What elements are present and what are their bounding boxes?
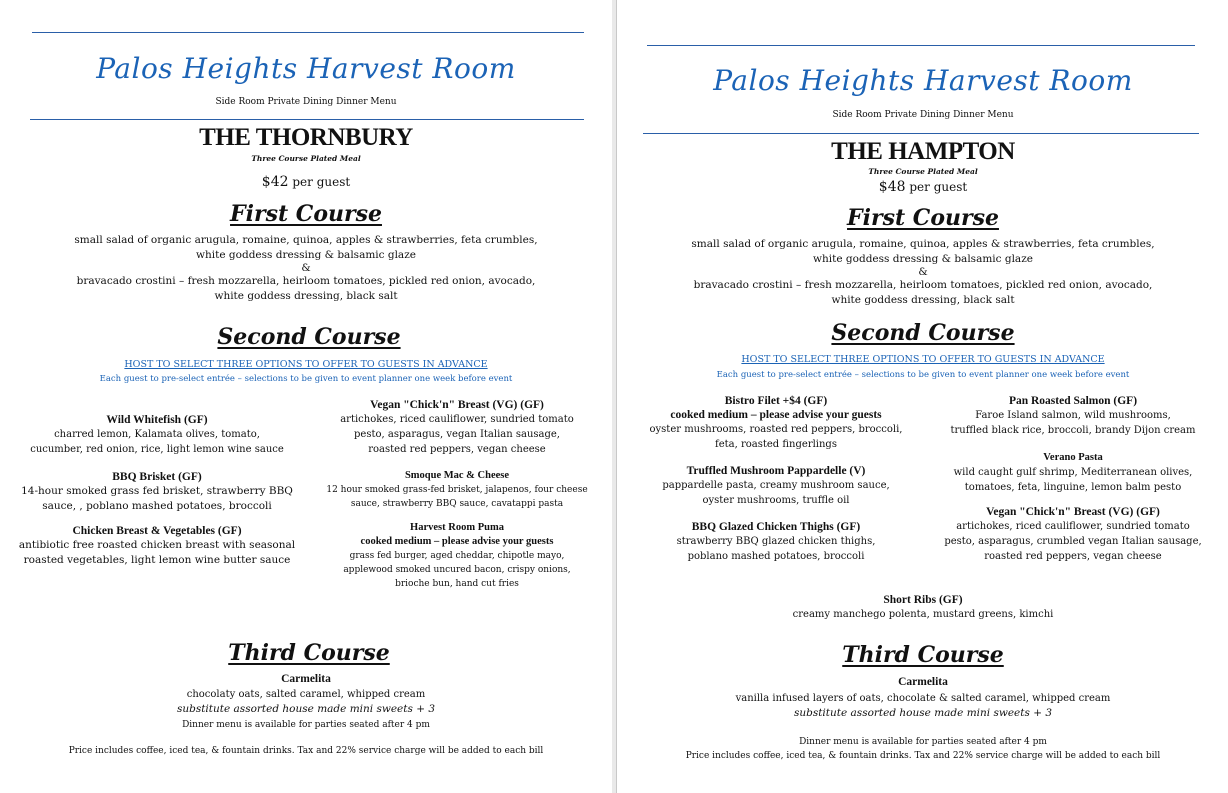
second-course-heading: Second Course bbox=[217, 324, 401, 350]
dessert-substitute: substitute assorted house made mini sweets + 3 bbox=[793, 707, 1053, 719]
menu-subtitle: Side Room Private Dining Dinner Menu bbox=[832, 110, 1014, 120]
entree-desc: strawberry BBQ glazed chicken thighs, bbox=[676, 536, 876, 547]
entree-item bbox=[312, 398, 602, 457]
host-instruction: HOST TO SELECT THREE OPTIONS TO OFFER TO GUESTS IN ADVANCE bbox=[124, 359, 488, 370]
entree-desc: sauce, strawberry BBQ sauce, cavatappi pasta bbox=[350, 499, 564, 509]
meal-type: Three Course Plated Meal bbox=[251, 154, 361, 163]
entree-column-right bbox=[312, 398, 602, 591]
first-course-description bbox=[617, 237, 1228, 308]
dessert-desc: chocolaty oats, salted caramel, whipped cream bbox=[186, 689, 426, 700]
first-course-line: small salad of organic arugula, romaine, quinoa, apples & strawberries, feta crumbles, bbox=[691, 238, 1155, 250]
preselect-note: Each guest to pre-select entrée – selections to be given to event planner one week before event bbox=[716, 370, 1130, 380]
entree-column-left bbox=[631, 394, 921, 564]
entree-desc: oyster mushrooms, truffle oil bbox=[702, 495, 850, 506]
dinner-availability-note: Dinner menu is available for parties seated after 4 pm bbox=[182, 720, 430, 730]
entree-item bbox=[917, 394, 1228, 438]
entree-name: BBQ Brisket (GF) bbox=[112, 471, 202, 483]
dessert-substitute: substitute assorted house made mini sweets + 3 bbox=[176, 703, 436, 715]
first-course-description bbox=[0, 233, 612, 304]
dinner-availability-note: Dinner menu is available for parties seated after 4 pm bbox=[799, 737, 1047, 747]
entree-item-extra bbox=[617, 593, 1228, 622]
entree-desc: creamy manchego polenta, mustard greens, kimchi bbox=[792, 609, 1054, 620]
entree-desc: poblano mashed potatoes, broccoli bbox=[687, 551, 865, 562]
entree-name: Pan Roasted Salmon (GF) bbox=[1008, 395, 1138, 407]
dessert-name: Carmelita bbox=[281, 673, 331, 685]
first-course-heading: First Course bbox=[230, 201, 382, 227]
first-course-heading: First Course bbox=[847, 205, 999, 231]
top-rule bbox=[32, 32, 584, 33]
entree-item bbox=[12, 413, 302, 457]
package-name: THE THORNBURY bbox=[199, 124, 413, 151]
first-course-line: bravacado crostini – fresh mozzarella, heirloom tomatoes, pickled red onion, avocado, bbox=[76, 275, 536, 287]
entree-desc: feta, roasted fingerlings bbox=[715, 439, 837, 450]
first-course-line: white goddess dressing & balsamic glaze bbox=[813, 253, 1033, 265]
package-price bbox=[0, 174, 612, 190]
entree-item bbox=[12, 470, 302, 514]
entree-desc: roasted vegetables, light lemon wine butter sauce bbox=[23, 554, 291, 566]
entree-desc: pesto, asparagus, crumbled vegan Italian sausage, bbox=[944, 536, 1202, 547]
dessert-desc: vanilla infused layers of oats, chocolate & salted caramel, whipped cream bbox=[735, 693, 1111, 704]
entree-desc: artichokes, riced cauliflower, sundried tomato bbox=[340, 414, 574, 425]
header-rule bbox=[643, 133, 1199, 134]
entree-note: cooked medium – please advise your guests bbox=[670, 409, 882, 421]
entree-name: Truffled Mushroom Pappardelle (V) bbox=[686, 465, 866, 477]
price-value: $48 bbox=[878, 179, 906, 195]
entree-desc: brioche bun, hand cut fries bbox=[395, 579, 519, 589]
entree-desc: applewood smoked uncured bacon, crispy onions, bbox=[343, 565, 571, 575]
first-course-line: small salad of organic arugula, romaine, quinoa, apples & strawberries, feta crumbles, bbox=[74, 234, 538, 246]
entree-desc: artichokes, riced cauliflower, sundried tomato bbox=[956, 521, 1190, 532]
entree-desc: roasted red peppers, vegan cheese bbox=[984, 551, 1162, 562]
package-name: THE HAMPTON bbox=[831, 138, 1015, 165]
meal-type: Three Course Plated Meal bbox=[868, 167, 978, 176]
entree-desc: pesto, asparagus, vegan Italian sausage, bbox=[354, 429, 560, 440]
entree-desc: cucumber, red onion, rice, light lemon wine sauce bbox=[30, 444, 284, 455]
top-rule bbox=[647, 45, 1195, 46]
restaurant-title: Palos Heights Harvest Room bbox=[713, 64, 1133, 97]
entree-name: Short Ribs (GF) bbox=[883, 594, 963, 606]
entree-name: Vegan "Chick'n" Breast (VG) (GF) bbox=[370, 399, 544, 411]
first-course-line: white goddess dressing, black salt bbox=[214, 290, 398, 302]
entree-desc: sauce, , poblano mashed potatoes, broccoli bbox=[42, 500, 272, 512]
entree-desc: wild caught gulf shrimp, Mediterranean olives, bbox=[953, 467, 1193, 478]
price-includes-note: Price includes coffee, iced tea, & fountain drinks. Tax and 22% service charge will be added to each bill bbox=[685, 751, 1161, 761]
entree-note: cooked medium – please advise your guests bbox=[360, 536, 554, 547]
entree-item bbox=[312, 469, 602, 511]
entree-column-left bbox=[12, 413, 302, 568]
entree-desc: oyster mushrooms, roasted red peppers, broccoli, bbox=[649, 424, 903, 435]
entree-name: BBQ Glazed Chicken Thighs (GF) bbox=[691, 521, 861, 533]
entree-name: Harvest Room Puma bbox=[410, 522, 504, 533]
entree-desc: antibiotic free roasted chicken breast with seasonal bbox=[18, 539, 296, 551]
entree-desc: truffled black rice, broccoli, brandy Dijon cream bbox=[950, 425, 1196, 436]
entree-item bbox=[917, 451, 1228, 495]
entree-item bbox=[631, 520, 921, 564]
entree-desc: Faroe Island salmon, wild mushrooms, bbox=[975, 410, 1171, 421]
first-course-amp: & bbox=[918, 266, 928, 278]
price-includes-note: Price includes coffee, iced tea, & fountain drinks. Tax and 22% service charge will be added to each bill bbox=[68, 746, 544, 756]
entree-desc: pappardelle pasta, creamy mushroom sauce, bbox=[662, 480, 890, 491]
restaurant-title: Palos Heights Harvest Room bbox=[96, 52, 516, 85]
entree-name: Smoque Mac & Cheese bbox=[404, 470, 510, 481]
package-price bbox=[617, 179, 1228, 195]
entree-name: Wild Whitefish (GF) bbox=[106, 414, 208, 426]
first-course-line: white goddess dressing, black salt bbox=[831, 294, 1015, 306]
entree-item bbox=[631, 464, 921, 508]
preselect-note: Each guest to pre-select entrée – selections to be given to event planner one week before event bbox=[99, 374, 513, 384]
host-instruction: HOST TO SELECT THREE OPTIONS TO OFFER TO GUESTS IN ADVANCE bbox=[741, 354, 1105, 365]
first-course-line: white goddess dressing & balsamic glaze bbox=[196, 249, 416, 261]
entree-desc: charred lemon, Kalamata olives, tomato, bbox=[54, 429, 260, 440]
third-course-heading: Third Course bbox=[228, 640, 390, 666]
entree-item bbox=[631, 394, 921, 452]
entree-desc: grass fed burger, aged cheddar, chipotle mayo, bbox=[349, 551, 565, 561]
price-unit: per guest bbox=[909, 180, 968, 194]
first-course-amp: & bbox=[301, 262, 311, 274]
entree-name: Verano Pasta bbox=[1043, 452, 1103, 463]
first-course-line: bravacado crostini – fresh mozzarella, heirloom tomatoes, pickled red onion, avocado, bbox=[693, 279, 1153, 291]
dessert-name: Carmelita bbox=[898, 676, 948, 688]
second-course-heading: Second Course bbox=[831, 320, 1015, 346]
entree-desc: 12 hour smoked grass-fed brisket, jalapenos, four cheese bbox=[326, 485, 588, 495]
entree-item bbox=[12, 524, 302, 568]
entree-item bbox=[312, 521, 602, 591]
entree-desc: tomatoes, feta, linguine, lemon balm pesto bbox=[964, 482, 1182, 493]
menu-subtitle: Side Room Private Dining Dinner Menu bbox=[215, 97, 397, 107]
entree-item bbox=[917, 505, 1228, 564]
price-value: $42 bbox=[261, 174, 289, 190]
menu-page-thornbury bbox=[0, 0, 612, 793]
entree-name: Vegan "Chick'n" Breast (VG) (GF) bbox=[986, 506, 1160, 518]
header-rule bbox=[30, 119, 584, 120]
menu-page-hampton bbox=[616, 0, 1228, 793]
entree-desc: roasted red peppers, vegan cheese bbox=[368, 444, 546, 455]
third-course-heading: Third Course bbox=[842, 642, 1004, 668]
price-unit: per guest bbox=[292, 175, 351, 189]
entree-column-right bbox=[917, 394, 1228, 564]
entree-name: Bistro Filet +$4 (GF) bbox=[724, 395, 828, 407]
entree-name: Chicken Breast & Vegetables (GF) bbox=[72, 525, 242, 537]
entree-desc: 14-hour smoked grass fed brisket, strawberry BBQ bbox=[21, 485, 293, 497]
